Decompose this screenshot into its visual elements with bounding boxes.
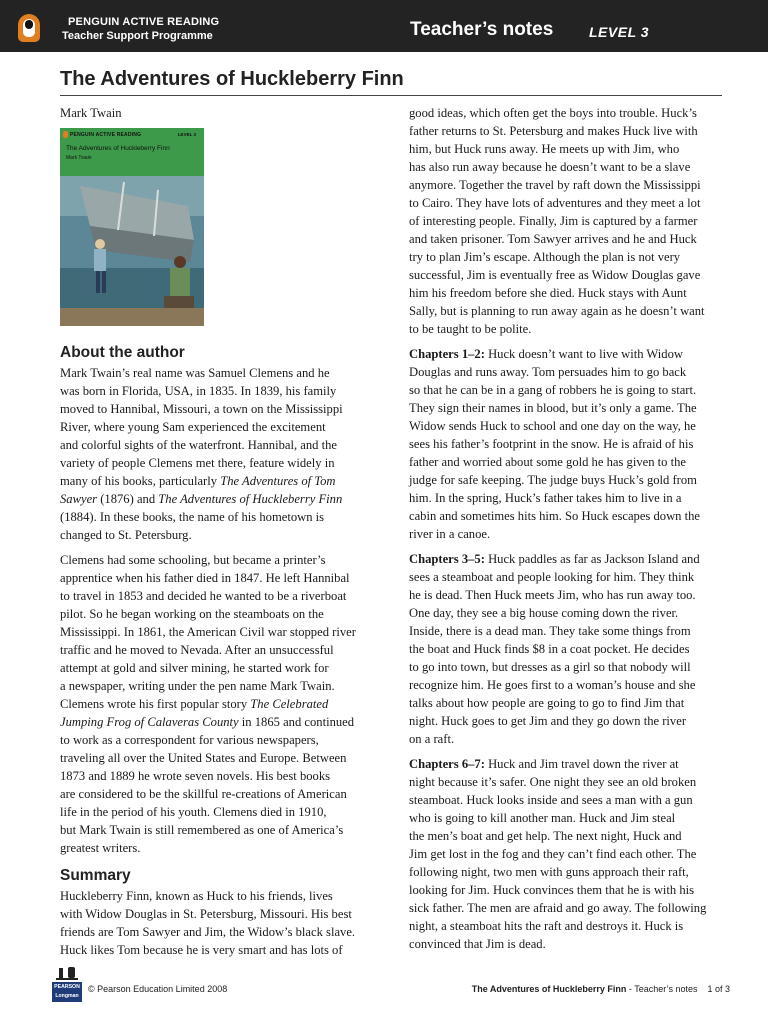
level-label: LEVEL 3 bbox=[589, 24, 650, 40]
summary-heading: Summary bbox=[60, 867, 131, 884]
title-divider bbox=[60, 95, 722, 96]
chapters-3-5-paragraph: Chapters 3–5: Huck paddles as far as Jackson Island and sees a steamboat and people looking for him. They think he is dead. Then Huck meets Jim, who has run away too. One day, they see a big house coming down the river. Inside, there is a dead man. They take some things from the boat and Huck finds $8 in a coat pocket. He decides to go into town, but dresses as a girl so that nobody will recognize him. He goes first to a woman’s house and she talks about how people are going to go to find Jim that night. Huck goes to get Jim and they go down the river on a raft. bbox=[409, 552, 700, 746]
cover-illustration bbox=[60, 176, 204, 326]
cover-level: LEVEL 3 bbox=[177, 132, 196, 137]
header-bar bbox=[0, 0, 768, 52]
brand-line-1: PENGUIN ACTIVE READING bbox=[68, 16, 220, 28]
footer-suffix: - Teacher’s notes bbox=[626, 984, 698, 994]
ship-mast-icon bbox=[56, 966, 78, 980]
about-heading: About the author bbox=[60, 344, 185, 361]
page-title: The Adventures of Huckleberry Finn bbox=[60, 68, 404, 90]
chapters-6-7-paragraph: Chapters 6–7: Huck and Jim travel down the river at night because it’s safer. One night they see an old broken steamboat. Huck looks inside and sees a man with a gun who is going to kill another man. Huck and Jim steal the men’s boat and get help. The next night, Huck and Jim get lost in the fog and they can’t find each other. The following night, two men with guns approach their raft, looking for Jim. Huck convinces them that he is with his sick father. The men are afraid and go away. The following night, a steamboat hits the raft and destroys it. Huck is convinced that Jim is dead. bbox=[409, 757, 707, 951]
section-label: Teacher’s notes bbox=[410, 19, 554, 40]
footer-title: The Adventures of Huckleberry Finn bbox=[471, 984, 627, 994]
about-paragraph-2: Clemens had some schooling, but became a printer’s apprentice when his father died in 1847. He left Hannibal to travel in 1853 and decided he wanted to be a riverboat pilot. So he began working on the steamboats on the Mississippi. In 1861, the American Civil war stopped river traffic and he moved to Nevada. After an unsuccessful attempt at gold and silver mining, he started work for a newspaper, writing under the pen name Mark Twain. Clemens wrote his first popular story The Celebrated Jumping Frog of Calaveras County in 1865 and continued to work as a correspondent for various newspapers, traveling all over the United States and Europe. Between 1873 and 1889 he wrote seven novels. His best books are considered to be the skillful re-creations of American life in the period of his youth. Clemens died in 1910, but Mark Twain is still remembered as one of America’s greatest writers. bbox=[60, 553, 356, 855]
footer-title-page bbox=[472, 984, 730, 994]
page-number: 1 of 3 bbox=[707, 984, 730, 994]
book-cover-image bbox=[60, 128, 204, 326]
cover-author: Mark Twain bbox=[66, 155, 92, 161]
summary-paragraph-continued: good ideas, which often get the boys into trouble. Huck’s father returns to St. Petersburg and makes Huck live with him, but Huck runs away. He meets up with Jim, who has also run away because he doesn’t want to be a slave anymore. Together the travel by raft down the Mississippi to Cairo. They have lots of adventures and they meet a lot of interesting people. Finally, Jim is captured by a farmer and taken prisoner. Tom Sawyer arrives and he and Huck try to plan Jim’s escape. Although the plan is not very successful, Jim is eventually free as Widow Douglas gave him his freedom before she died. Huck stays with Aunt Sally, but is planning to run away again as he doesn’t want to be taught to be polite. bbox=[409, 106, 705, 336]
pearson-longman-logo-icon bbox=[52, 966, 82, 1002]
penguin-logo-icon bbox=[18, 14, 40, 42]
summary-paragraph-start: Huckleberry Finn, known as Huck to his friends, lives with Widow Douglas in St. Petersburg, Missouri. His best friends are Tom Sawyer and Jim, the Widow’s black slave. Huck likes Tom because he is very smart and has lots of bbox=[60, 889, 356, 957]
publisher-box: PEARSON Longman bbox=[52, 982, 82, 1002]
chapters-1-2-paragraph: Chapters 1–2: Huck doesn’t want to live with Widow Douglas and runs away. Tom persuades him to go back so that he can be in a gang of robbers he is going to start. They sign their names in blood, but it’s only a game. The Widow sends Huck to school and one day on the way, he sees his father’s footprint in the snow. He is afraid of his father and worried about some gold he has given to the judge for safe keeping. The judge buys Huck’s gold from him. In the spring, Huck’s father takes him to live in a cabin and sometimes hits him. So Huck escapes down the river in a canoe. bbox=[409, 347, 701, 541]
brand-line-2: Teacher Support Programme bbox=[62, 30, 213, 42]
cover-penguin-icon bbox=[63, 131, 68, 138]
cover-title: The Adventures of Huckleberry Finn bbox=[66, 145, 170, 152]
cover-brand: PENGUIN ACTIVE READING bbox=[70, 132, 142, 138]
right-column bbox=[409, 104, 725, 960]
cover-band bbox=[60, 128, 204, 176]
copyright-notice: © Pearson Education Limited 2008 bbox=[88, 984, 228, 994]
left-column bbox=[60, 104, 378, 966]
about-paragraph-1: Mark Twain’s real name was Samuel Clemens and he was born in Florida, USA, in 1835. In 1839, his family moved to Hannibal, Missouri, a town on the Mississippi River, where young Sam experienced the excitement and colorful sights of the waterfront. Hannibal, and the variety of people Clemens met there, feature widely in many of his books, particularly The Adventures of Tom Sawyer (1876) and The Adventures of Huckleberry Finn (1884). In these books, the name of his hometown is changed to St. Petersburg. bbox=[60, 366, 343, 542]
author-name: Mark Twain bbox=[60, 106, 122, 120]
